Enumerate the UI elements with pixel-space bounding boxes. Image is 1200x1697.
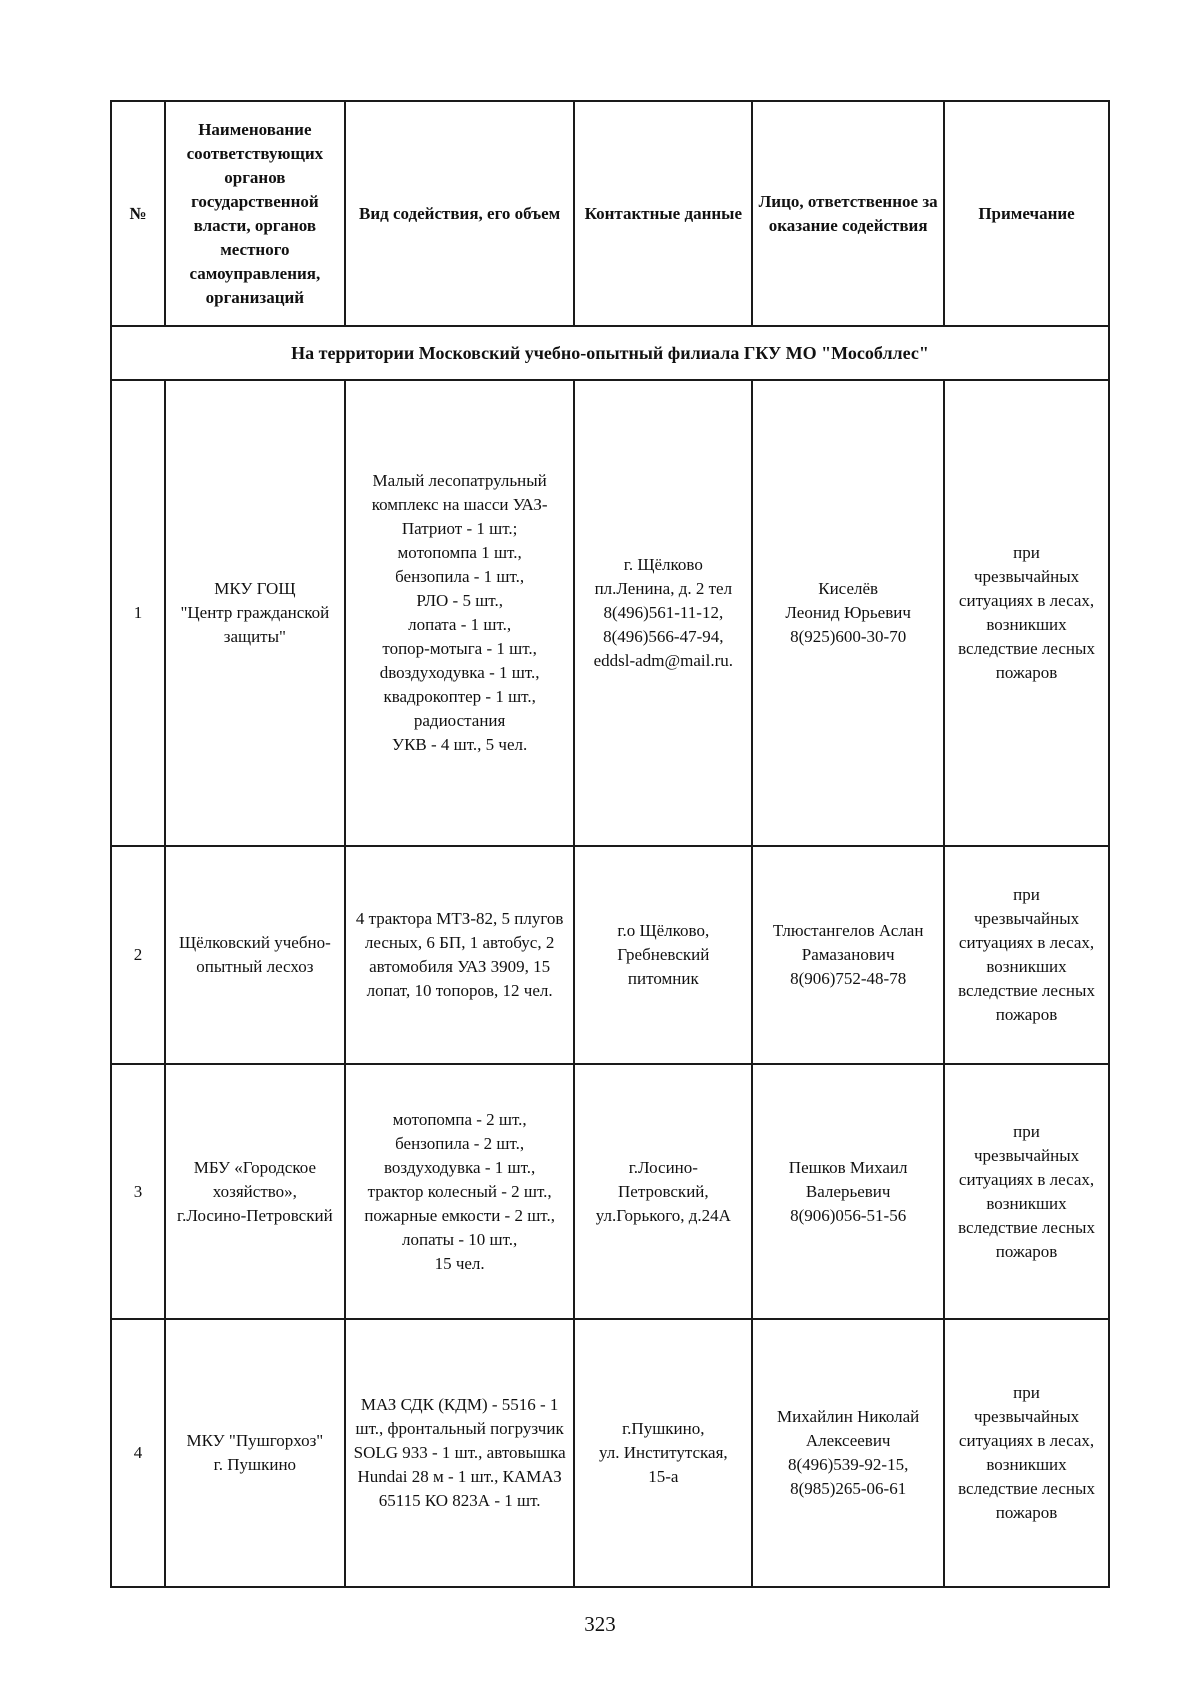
table-row xyxy=(111,1064,1109,1319)
header-assist: Вид содействия, его объем xyxy=(345,101,575,326)
row-contacts: г.Пушкино, ул. Институтская, 15-а xyxy=(574,1319,752,1587)
table-row xyxy=(111,846,1109,1064)
section-row xyxy=(111,326,1109,380)
header-note: Примечание xyxy=(944,101,1109,326)
header-num: № xyxy=(111,101,165,326)
row-assist: Малый лесопатрульный комплекс на шасси УАЗ-Патриот - 1 шт.; мотопомпа 1 шт., бензопила - 1 шт., РЛО - 5 шт., лопата - 1 шт., топор-мотыга - 1 шт., dвоздуходувка - 1 шт., квадрокоптер - 1 шт., радиостания УКВ - 4 шт., 5 чел. xyxy=(345,380,575,846)
assistance-table xyxy=(110,100,1110,1588)
row-org: МКУ "Пушгорхоз" г. Пушкино xyxy=(165,1319,345,1587)
row-contacts: г. Щёлково пл.Ленина, д. 2 тел 8(496)561-11-12, 8(496)566-47-94, eddsl-adm@mail.ru. xyxy=(574,380,752,846)
section-title: На территории Московский учебно-опытный филиала ГКУ МО "Мособллес" xyxy=(111,326,1109,380)
row-note: при чрезвычайных ситуациях в лесах, возникших вследствие лесных пожаров xyxy=(944,846,1109,1064)
row-num: 2 xyxy=(111,846,165,1064)
header-person: Лицо, ответственное за оказание содействия xyxy=(752,101,944,326)
row-person: Киселёв Леонид Юрьевич 8(925)600-30-70 xyxy=(752,380,944,846)
row-num: 1 xyxy=(111,380,165,846)
row-note: при чрезвычайных ситуациях в лесах, возникших вследствие лесных пожаров xyxy=(944,1319,1109,1587)
row-person: Михайлин Николай Алексеевич 8(496)539-92-15, 8(985)265-06-61 xyxy=(752,1319,944,1587)
row-org: МБУ «Городское хозяйство», г.Лосино-Петровский xyxy=(165,1064,345,1319)
row-num: 4 xyxy=(111,1319,165,1587)
row-num: 3 xyxy=(111,1064,165,1319)
row-person: Пешков Михаил Валерьевич 8(906)056-51-56 xyxy=(752,1064,944,1319)
row-org: Щёлковский учебно-опытный лесхоз xyxy=(165,846,345,1064)
header-contacts: Контактные данные xyxy=(574,101,752,326)
table-row xyxy=(111,1319,1109,1587)
table-row xyxy=(111,380,1109,846)
row-assist: мотопомпа - 2 шт., бензопила - 2 шт., воздуходувка - 1 шт., трактор колесный - 2 шт., пожарные емкости - 2 шт., лопаты - 10 шт., 15 чел. xyxy=(345,1064,575,1319)
row-org: МКУ ГОЩ "Центр гражданской защиты" xyxy=(165,380,345,846)
row-note: при чрезвычайных ситуациях в лесах, возникших вследствие лесных пожаров xyxy=(944,1064,1109,1319)
document-sheet xyxy=(110,100,1110,1588)
header-org: Наименование соответствующих органов государственной власти, органов местного самоуправления, организаций xyxy=(165,101,345,326)
row-note: при чрезвычайных ситуациях в лесах, возникших вследствие лесных пожаров xyxy=(944,380,1109,846)
row-person: Тлюстангелов Аслан Рамазанович 8(906)752-48-78 xyxy=(752,846,944,1064)
table-header-row xyxy=(111,101,1109,326)
row-assist: МАЗ СДК (КДМ) - 5516 - 1 шт., фронтальный погрузчик SOLG 933 - 1 шт., автовышка Hundai 28 м - 1 шт., КАМАЗ 65115 КО 823А - 1 шт. xyxy=(345,1319,575,1587)
page-number: 323 xyxy=(584,1612,616,1636)
row-contacts: г.Лосино- Петровский, ул.Горького, д.24А xyxy=(574,1064,752,1319)
row-assist: 4 трактора МТЗ-82, 5 плугов лесных, 6 БП, 1 автобус, 2 автомобиля УАЗ 3909, 15 лопат, 10 топоров, 12 чел. xyxy=(345,846,575,1064)
row-contacts: г.о Щёлково, Гребневский питомник xyxy=(574,846,752,1064)
